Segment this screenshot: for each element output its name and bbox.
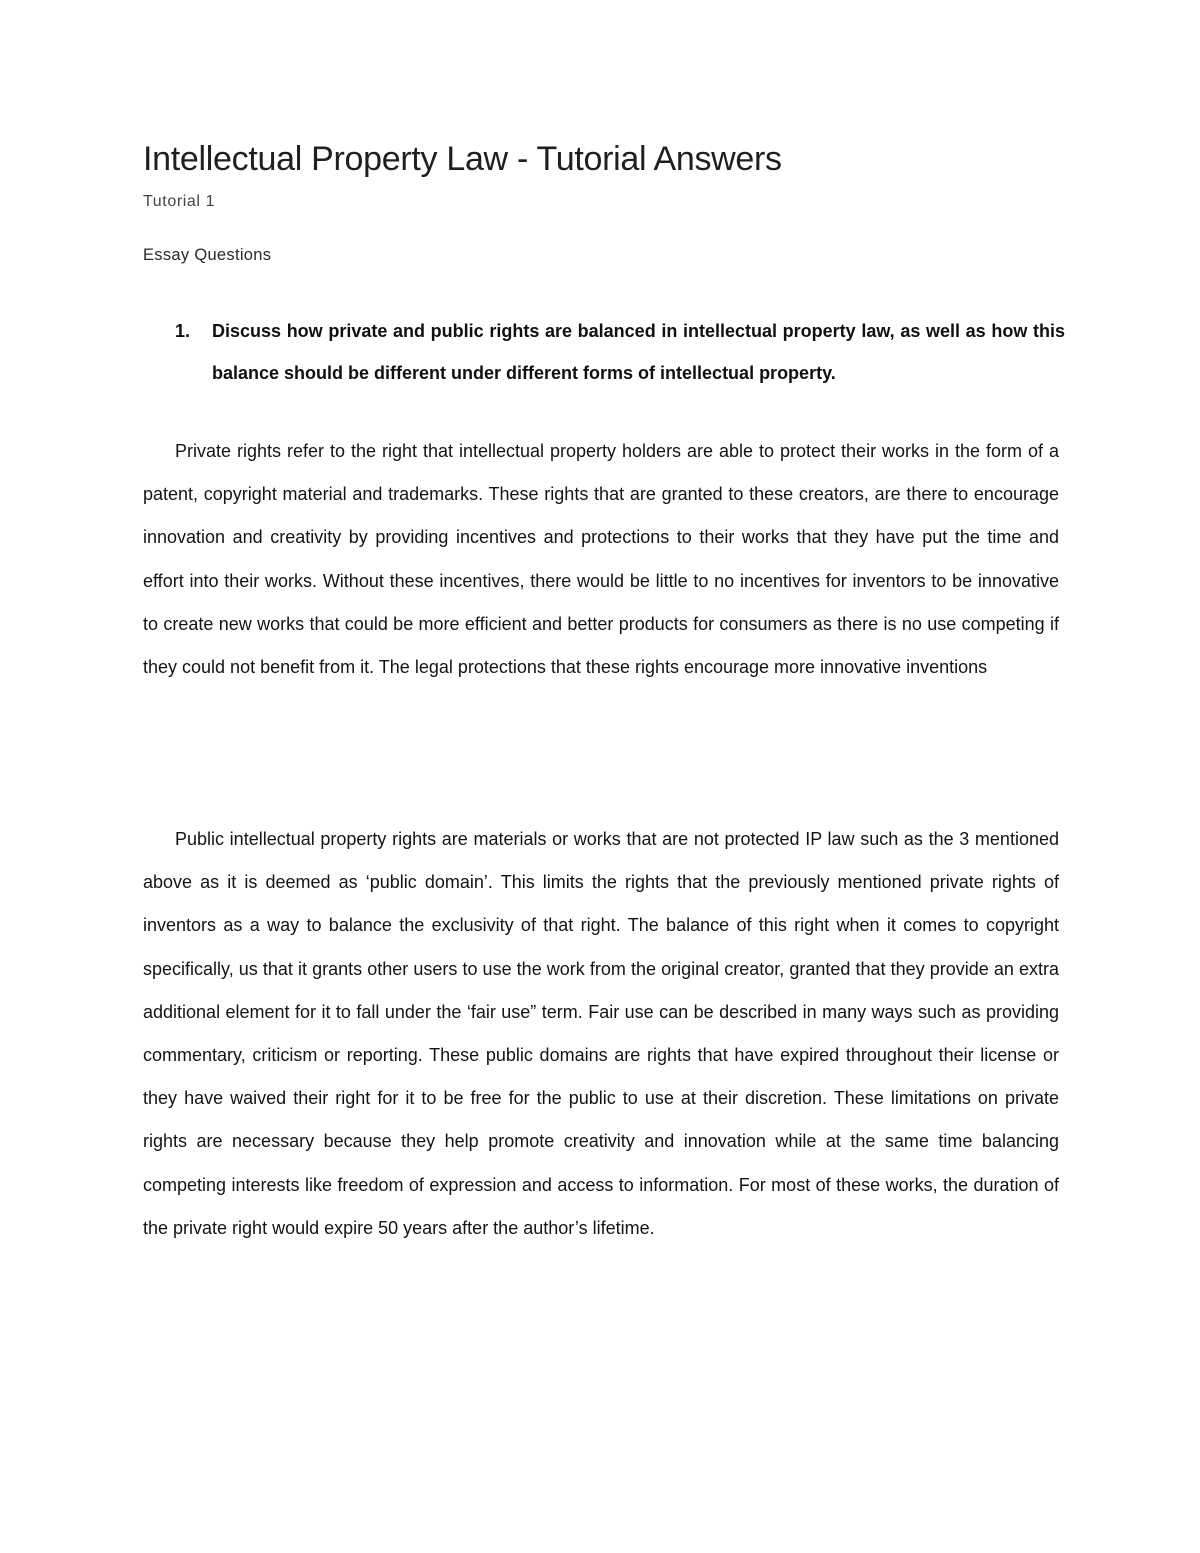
body-paragraph: Private rights refer to the right that intellectual property holders are able to protect their works in the form of a patent, copyright material and trademarks. These rights that are granted to these creators, are there to encourage innovation and creativity by providing incentives and protections to their works that they have put the time and effort into their works. Without these incentives, there would be little to no incentives for inventors to be innovative to create new works that could be more efficient and better products for consumers as there is no use competing if they could not benefit from it. The legal protections that these rights encourage more innovative inventions (143, 441, 1059, 678)
question-number: 1. (175, 321, 191, 341)
section-label: Essay Questions (143, 246, 272, 264)
body-paragraph: Public intellectual property rights are materials or works that are not protected IP law such as the 3 mentioned above as it is deemed as ‘public domain’. This limits the rights that the previously mentioned private rights of inventors as a way to balance the exclusivity of that right. The balance of this right when it comes to copyright specifically, us that it grants other users to use the work from the original creator, granted that they provide an extra additional element for it to fall under the ‘fair use” term. Fair use can be described in many ways such as providing commentary, criticism or reporting. These public domains are rights that have expired throughout their license or they have waived their right for it to be free for the public to use at their discretion. These limitations on private rights are necessary because they help promote creativity and innovation while at the same time balancing competing interests like freedom of expression and access to information. For most of these works, the duration of the private right would expire 50 years after the author’s lifetime. (143, 829, 1059, 1238)
question-text: Discuss how private and public rights are balanced in intellectual property law, as well as how this balance should be different under different forms of intellectual property. (212, 321, 1065, 383)
document-subtitle: Tutorial 1 (143, 193, 216, 210)
document-title: Intellectual Property Law - Tutorial Answers (143, 140, 782, 178)
question-item (175, 310, 1065, 394)
